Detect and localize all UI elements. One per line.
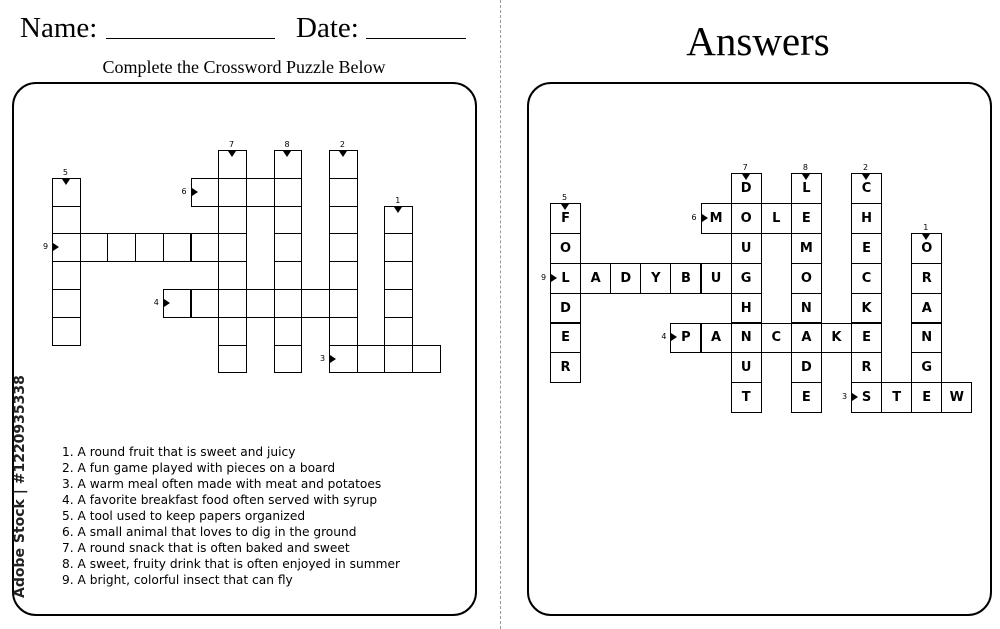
crossword-cell: E: [851, 323, 882, 354]
clue-number: 9: [43, 242, 49, 252]
crossword-cell: F: [550, 203, 581, 234]
crossword-cell: E: [911, 382, 942, 413]
crossword-cell: L: [791, 173, 822, 204]
clue-item: 2. A fun game played with pieces on a board: [62, 461, 336, 475]
clue-number: 8: [284, 140, 290, 149]
crossword-cell: U: [731, 233, 762, 264]
clue-number: 7: [229, 140, 235, 149]
crossword-cell: R: [550, 352, 581, 383]
down-arrow-icon: [802, 174, 810, 180]
right-arrow-icon: [551, 274, 557, 282]
crossword-cell: C: [761, 323, 792, 354]
clue-item: 6. A small animal that loves to dig in the ground: [62, 525, 357, 539]
clue-number: 6: [691, 212, 697, 222]
right-arrow-icon: [852, 393, 858, 401]
crossword-cell: D: [550, 293, 581, 324]
crossword-cell: B: [670, 263, 701, 294]
crossword-cell: N: [911, 323, 942, 354]
crossword-cell: E: [791, 382, 822, 413]
clue-list: [62, 444, 400, 588]
crossword-cell: D: [731, 173, 762, 204]
crossword-cell: N: [731, 323, 762, 354]
clue-number: 1: [923, 222, 929, 232]
crossword-cell: E: [550, 323, 581, 354]
crossword-cell: D: [610, 263, 641, 294]
name-label: Name:: [20, 12, 98, 44]
crossword-cell: C: [851, 173, 882, 204]
date-label: Date:: [296, 12, 359, 44]
clue-number: 2: [863, 163, 869, 172]
crossword-cell: M: [701, 203, 732, 234]
crossword-cell: R: [911, 263, 942, 294]
crossword-cell: A: [911, 293, 942, 324]
crossword-cell: O: [550, 233, 581, 264]
clue-number: 7: [742, 163, 748, 172]
crossword-cell: A: [701, 323, 732, 354]
clue-number: 6: [181, 186, 187, 196]
clue-number: 5: [62, 167, 68, 177]
clue-item: 5. A tool used to keep papers organized: [62, 509, 306, 523]
crossword-cell: U: [701, 263, 732, 294]
crossword-cell: O: [791, 263, 822, 294]
clue-number: 2: [339, 140, 345, 149]
crossword-cell: G: [731, 263, 762, 294]
clue-item: 1. A round fruit that is sweet and juicy: [62, 445, 296, 459]
clue-number: 1: [395, 195, 401, 205]
clue-number: 8: [802, 163, 808, 172]
crossword-cell: O: [731, 203, 762, 234]
crossword-cell: E: [851, 233, 882, 264]
crossword-cell: D: [791, 352, 822, 383]
down-arrow-icon: [742, 174, 750, 180]
answers-title: Answers: [686, 18, 830, 64]
clue-number: 5: [562, 192, 568, 202]
crossword-cell: Y: [640, 263, 671, 294]
clue-item: 7. A round snack that is often baked and sweet: [62, 541, 350, 555]
crossword-cell: T: [881, 382, 912, 413]
crossword-cell: M: [791, 233, 822, 264]
crossword-cell: C: [851, 263, 882, 294]
crossword-cell: H: [731, 293, 762, 324]
crossword-cell: T: [731, 382, 762, 413]
clue-item: 8. A sweet, fruity drink that is often enjoyed in summer: [62, 557, 400, 571]
right-arrow-icon: [671, 333, 677, 341]
crossword-cell: K: [821, 323, 852, 354]
crossword-cell: O: [911, 233, 942, 264]
clue-number: 4: [153, 297, 159, 307]
right-arrow-icon: [702, 214, 708, 222]
clue-number: 3: [842, 392, 848, 402]
crossword-cell: E: [791, 203, 822, 234]
clue-number: 4: [661, 332, 667, 342]
crossword-cell: P: [670, 323, 701, 354]
crossword-cell: N: [791, 293, 822, 324]
crossword-cell: W: [941, 382, 972, 413]
watermark: Adobe Stock | #1220935338: [12, 375, 28, 598]
crossword-cell: A: [791, 323, 822, 354]
down-arrow-icon: [561, 204, 569, 210]
instructions: Complete the Crossword Puzzle Below: [102, 57, 386, 77]
crossword-cell: H: [851, 203, 882, 234]
clue-number: 9: [541, 272, 547, 282]
clue-item: 9. A bright, colorful insect that can fly: [62, 573, 293, 587]
crossword-cell: R: [851, 352, 882, 383]
crossword-cell: L: [550, 263, 581, 294]
crossword-cell: L: [761, 203, 792, 234]
crossword-cell: G: [911, 352, 942, 383]
down-arrow-icon: [922, 234, 930, 240]
crossword-cell: K: [851, 293, 882, 324]
down-arrow-icon: [862, 174, 870, 180]
clue-number: 3: [320, 353, 326, 363]
clue-item: 4. A favorite breakfast food often served with syrup: [62, 493, 378, 507]
crossword-cell: A: [580, 263, 611, 294]
crossword-cell: S: [851, 382, 882, 413]
crossword-cell: U: [731, 352, 762, 383]
clue-item: 3. A warm meal often made with meat and potatoes: [62, 477, 382, 491]
